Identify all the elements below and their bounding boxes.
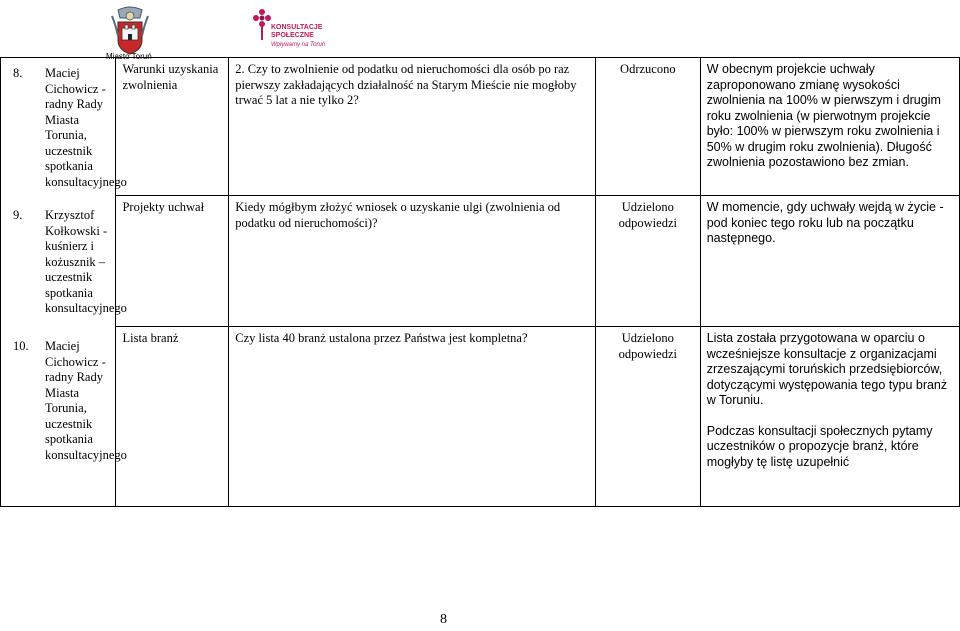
status-cell bbox=[595, 327, 700, 507]
participant-number: 9. bbox=[13, 208, 23, 222]
participant-text: Maciej Cichowicz - radny Rady Miasta Torunia, uczestnik spotkania konsultacyjnego bbox=[45, 339, 127, 462]
category-cell bbox=[116, 327, 229, 507]
answer-text: W momencie, gdy uchwały wejdą w życie - pod koniec tego roku lub na początku następnego. bbox=[706, 200, 944, 246]
category-cell bbox=[116, 58, 229, 196]
question-cell bbox=[229, 196, 596, 327]
konsultacje-logo-tagline: Wpływamy na Toruń bbox=[271, 42, 326, 48]
status-cell bbox=[595, 196, 700, 327]
participants-cell bbox=[1, 58, 127, 507]
participant-number: 8. bbox=[13, 66, 23, 80]
konsultacje-logo-title: KONSULTACJE SPOŁECZNE bbox=[271, 24, 323, 39]
question-text: Czy lista 40 branż ustalona przez Państwa jest kompletna? bbox=[235, 331, 528, 346]
answer-cell bbox=[700, 196, 959, 327]
category-label: Warunki uzyskania zwolnienia bbox=[122, 62, 219, 92]
answer-cell bbox=[700, 327, 959, 507]
answer-cell bbox=[700, 58, 959, 196]
status-cell bbox=[595, 58, 700, 196]
question-text: Kiedy mógłbym złożyć wniosek o uzyskanie ulgi (zwolnienia od podatku od nieruchomości)? bbox=[235, 200, 561, 230]
answer-text: W obecnym projekcie uchwały zaproponowano zmianę wysokości zwolnienia na 100% w pierwszym i drugim roku zwolnienia (w pierwotnym projekcie było: 100% w pierwszym roku zwolnienia i 50% w drugim roku zwolnienia). Długość zwolnienia pozostawiono bez zmian. bbox=[706, 62, 941, 169]
category-label: Lista branż bbox=[122, 331, 179, 346]
category-cell bbox=[116, 196, 229, 327]
question-text: 2. Czy to zwolnienie od podatku od nieruchomości dla osób po raz pierwszy zakładających działalność na Starym Mieście nie mogłoby trwać 5 lat a nie tylko 2? bbox=[235, 62, 577, 107]
question-cell bbox=[229, 327, 596, 507]
table-row bbox=[1, 196, 960, 327]
city-logo-label: Miasto Toruń bbox=[106, 52, 152, 61]
participant-number: 10. bbox=[13, 339, 29, 353]
status-text: Udzielono odpowiedzi bbox=[618, 331, 677, 361]
answer-text: Lista została przygotowana w oparciu o wcześniejsze konsultacje z organizacjami zrzeszającymi toruńskich przedsiębiorców, dotyczącymi występowania tego typu branż w Toruniu. bbox=[706, 331, 948, 408]
consultation-table bbox=[0, 57, 960, 507]
status-text: Odrzucono bbox=[620, 62, 676, 76]
status-text: Udzielono odpowiedzi bbox=[618, 200, 677, 230]
question-cell bbox=[229, 58, 596, 196]
participant-text: Maciej Cichowicz - radny Rady Miasta Torunia, uczestnik spotkania konsultacyjnego bbox=[45, 66, 127, 189]
category-label: Projekty uchwał bbox=[122, 200, 205, 215]
page-number: 8 bbox=[440, 612, 447, 627]
table-row bbox=[1, 58, 960, 196]
participant-text: Krzysztof Kołkowski - kuśnierz i kożusznik – uczestnik spotkania konsultacyjnego bbox=[45, 208, 127, 315]
answer-text: Podczas konsultacji społecznych pytamy uczestników o propozycje branż, które mogłyby tę listę uzupełnić bbox=[706, 423, 933, 469]
table-row bbox=[1, 327, 960, 507]
